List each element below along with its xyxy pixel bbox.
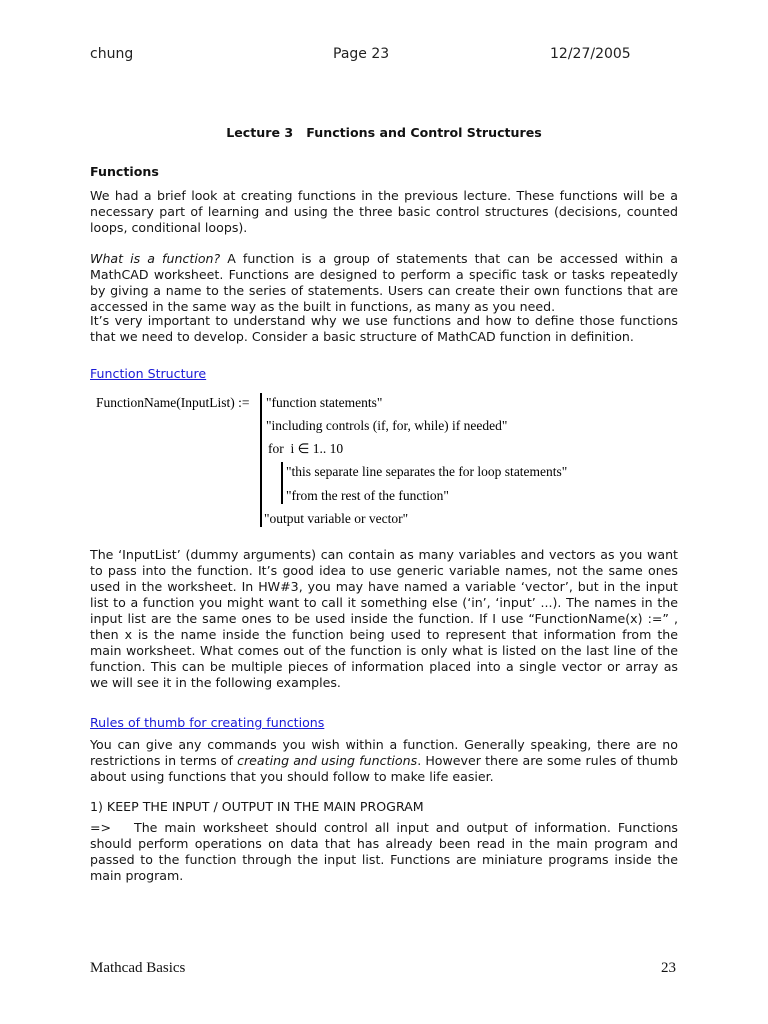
rule-1-arrow: =>: [90, 820, 112, 835]
footer-title: Mathcad Basics: [90, 960, 186, 976]
intro-paragraph: We had a brief look at creating functions in the previous lecture. These functions will be a necessary part of learning and using the three basic control structures (decisions, counted loops, conditional loops).: [90, 188, 678, 235]
function-structure-link[interactable]: Function Structure: [90, 366, 207, 381]
rule-1-heading: 1) KEEP THE INPUT / OUTPUT IN THE MAIN PROGRAM: [90, 799, 424, 814]
rules-of-thumb-link[interactable]: Rules of thumb for creating functions: [90, 715, 325, 730]
functions-heading: Functions: [90, 164, 159, 179]
program-loop-line-1: "this separate line separates the for loop statements": [286, 464, 568, 479]
rule-1-paragraph: [90, 820, 678, 884]
program-line-2: "including controls (if, for, while) if needed": [266, 418, 508, 433]
program-output-line: "output variable or vector": [264, 511, 409, 526]
rules-text-b: . However there are some rules of thumb about using functions that you should follow to make life easier.: [90, 753, 678, 784]
what-is-function-text: A function is a group of statements that can be accessed within a MathCAD worksheet. Functions are designed to perform a specific task or tasks repeatedly by giving a name to the series of statements. Users can create their own functions that are accessed in the same way as the built in functions, as many as you need.: [90, 251, 678, 314]
what-is-function-label: What is a function?: [90, 251, 221, 266]
program-for-loop: for i ∈ 1.. 10: [268, 441, 344, 456]
rules-text-emphasis: creating and using functions: [237, 753, 418, 768]
function-definition-lhs: FunctionName(InputList) :=: [96, 395, 250, 410]
rules-paragraph: [90, 737, 678, 785]
program-outer-bar: [260, 393, 262, 527]
for-loop-bar: [281, 462, 283, 504]
what-is-function-paragraph: [90, 251, 678, 315]
header-page-number: Page 23: [333, 46, 390, 62]
rule-1-text: The main worksheet should control all input and output of information. Functions should perform operations on data that has already been read in the main program and passed to the function through the input list. Functions are miniature programs inside the main program.: [90, 820, 678, 883]
program-line-1: "function statements": [266, 395, 383, 410]
inputlist-paragraph: The ‘InputList’ (dummy arguments) can contain as many variables and vectors as you want to pass into the function. It’s good idea to use generic variable names, not the same ones used in the worksheet. In HW#3, you may have named a variable ‘vector’, but in the input list to a function you might want to call it something else (‘in’, ‘input’ ...). The names in the input list are the same ones to be used inside the function. If I use “FunctionName(x) :=” , then x is the name inside the function being used to represent that information from the main worksheet. What comes out of the function is only what is listed on the last line of the function. This can be multiple pieces of information placed into a single vector or array as we will see it in the following examples.: [90, 547, 678, 690]
header-author: chung: [90, 46, 134, 62]
important-paragraph: It’s very important to understand why we use functions and how to define those functions that we need to develop. Consider a basic structure of MathCAD function in definition.: [90, 313, 678, 344]
header-date: 12/27/2005: [550, 46, 631, 62]
rules-text-a: You can give any commands you wish within a function. Generally speaking, there are no restrictions in terms of: [90, 737, 678, 768]
lecture-title: Lecture 3 Functions and Control Structures: [226, 125, 542, 140]
footer-page-number: 23: [661, 960, 676, 976]
program-loop-line-2: "from the rest of the function": [286, 488, 449, 503]
